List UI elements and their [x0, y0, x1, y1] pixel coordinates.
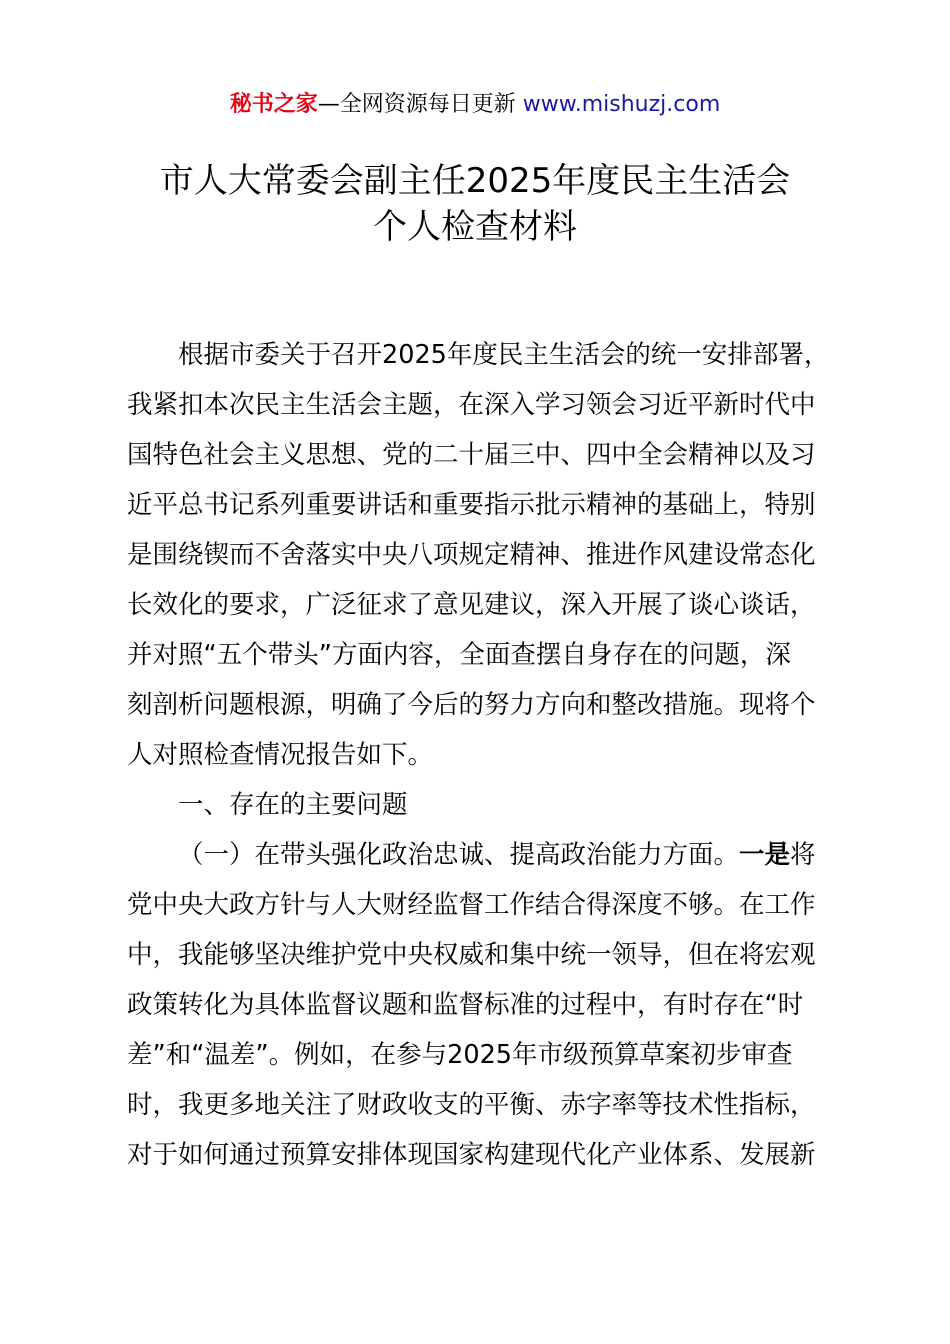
body-line: 刻剖析问题根源，明确了今后的努力方向和整改措施。现将个: [127, 690, 816, 720]
title-line-2: 个人检查材料: [373, 207, 577, 247]
body-line: 差”和“温差”。例如，在参与2025年市级预算草案初步审查: [127, 1040, 793, 1070]
body-line: 对于如何通过预算安排体现国家构建现代化产业体系、发展新: [127, 1140, 816, 1170]
body-line: 时，我更多地关注了财政收支的平衡、赤字率等技术性指标，: [127, 1090, 816, 1120]
site-url-link[interactable]: www.mishuzj.com: [522, 92, 721, 117]
body-line: 国特色社会主义思想、党的二十届三中、四中全会精神以及习: [127, 440, 816, 470]
subsection-heading: （一）在带头强化政治忠诚、提高政治能力方面。: [178, 840, 740, 870]
document-title: [0, 158, 950, 250]
body-line: 长效化的要求，广泛征求了意见建议，深入开展了谈心谈话，: [127, 590, 816, 620]
section-heading: 一、存在的主要问题: [178, 790, 408, 820]
subsection-continuation: 将: [790, 840, 816, 870]
body-line: 并对照“五个带头”方面内容，全面查摆自身存在的问题，深: [127, 640, 791, 670]
title-line-1: 市人大常委会副主任2025年度民主生活会: [159, 161, 791, 201]
brand-name: 秘书之家: [229, 92, 318, 117]
site-header: [0, 88, 950, 122]
document-body: [127, 330, 831, 1180]
body-line: 根据市委关于召开2025年度民主生活会的统一安排部署，: [178, 340, 830, 370]
body-line: 政策转化为具体监督议题和监督标准的过程中，有时存在“时: [127, 990, 804, 1020]
body-line: 是围绕锲而不舍落实中央八项规定精神、推进作风建设常态化: [127, 540, 816, 570]
body-line: 中，我能够坚决维护党中央权威和集中统一领导，但在将宏观: [127, 940, 816, 970]
point-marker: 一是: [739, 840, 791, 870]
body-line: 党中央大政方针与人大财经监督工作结合得深度不够。在工作: [127, 890, 816, 920]
subsection-line: [127, 830, 831, 880]
body-line: 近平总书记系列重要讲话和重要指示批示精神的基础上，特别: [127, 490, 816, 520]
body-line: 我紧扣本次民主生活会主题，在深入学习领会习近平新时代中: [127, 390, 816, 420]
header-tagline: —全网资源每日更新: [317, 92, 523, 117]
body-line: 人对照检查情况报告如下。: [127, 740, 434, 770]
